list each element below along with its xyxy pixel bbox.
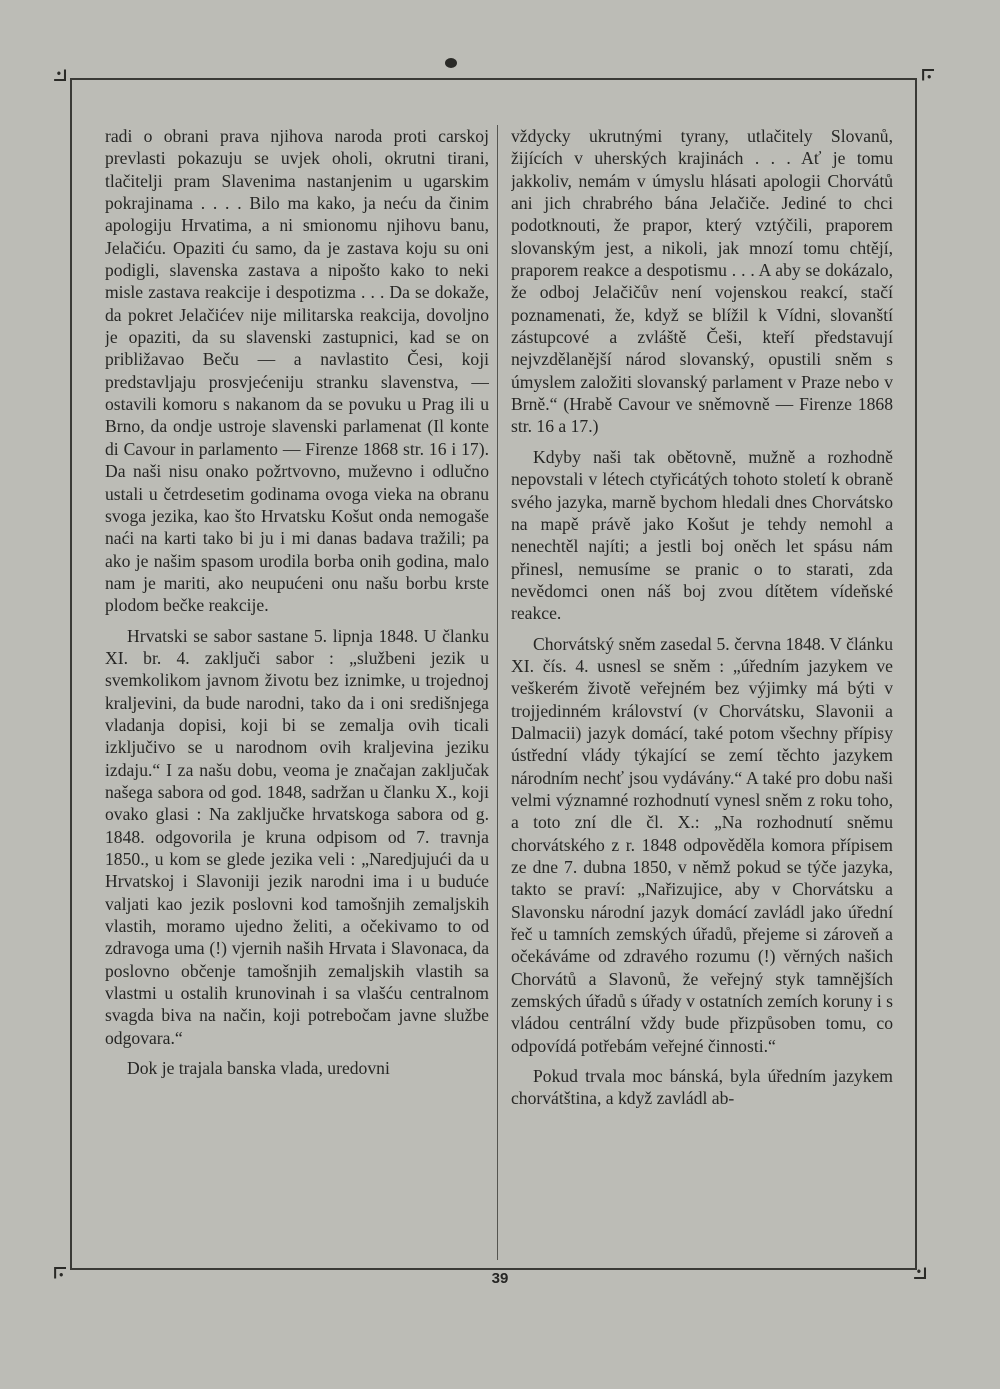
left-column-croatian <box>105 125 489 1260</box>
left-paragraph-1: radi o obrani prava njihova naroda proti carskoj prevlasti pokazuju se uvjek oholi, okrutni tirani, tlačitelji pram Slavenima nastanjenim u ugarskim pokrajinama . . . . Bilo ma kako, ja neću da činim apologiju Hrvatima, a ni smionomu njihovu banu, Jelačiću. Opaziti ću samo, da je zastava koju su oni podigli, slavenska zastava a nipošto kako to neki misle zastava reakcije i despotizma . . . Da se dokaže, da pokret Jelačićev nije militarska reakcija, dovoljno je opaziti, da su slavenski zastupnici, kad se on približavao Beču — a navlastito Česi, koji predstavljaju prosvjećeniju stranku slavenstva, — ostavili komoru s nakanom da se povuku u Prag ili u Brno, da ondje ustroje slavenski parlamenat (Il konte di Cavour in parlamento — Firenze 1868 str. 16 i 17). Da naši nisu onako požrtvovno, muževno i odlučno ustali u četrdesetim godinama ovoga vieka na obranu svoga jezika, kao što Hrvatsku Košut onda nemogaše naći na karti tako bi ju i mi danas badava tražili; pa ako je našim spasom urodila borba onih godina, malo nam je mariti, ako neupućeni onu našu borbu krste plodom bečke reakcije. <box>105 126 489 616</box>
right-paragraph-3: Chorvátský sněm zasedal 5. června 1848. V článku XI. čís. 4. usnesl se sněm : „úředním jazykem ve veškerém životě veřejném bez výjimky má býti v trojjedinném království (v Chorvátsku, Slavonii a Dalmacii) jazyk domácí, také potom všechny přípisy ústřední vlády týkající se zemí těchto jazykem národním nechť jsou vydávány.“ A také pro dobu naši velmi významné rozhodnutí vynesl sněm z roku toho, a toto zní dle čl. X.: „Na rozhodnutí sněmu chorvátského z r. 1848 odpověděla komora přípisem ze dne 7. dubna 1850, v němž pokud se týče jazyka, takto se praví: „Nařizujice, aby v Chorvátsku a Slavonsku národní jazyk domácí zavládl jako úřední řeč u tamních zemských úřadů, přejeme si zároveň a očekáváme od zdravého rozumu (!) věrných našich Chorvátů a Slavonů, že veřejný styk tamnějších zemských úřadů s úřady v ostatních zemích koruny i s vládou centrální vždy bude přizpůsoben tomu, co odpovídá potřebám veřejné činnosti.“ <box>511 633 893 1056</box>
corner-ornament-bottom-left: ⟔ <box>52 1250 69 1287</box>
page-number: 39 <box>491 1270 509 1287</box>
corner-ornament-top-left: ⟓ <box>52 52 69 89</box>
column-divider <box>497 125 498 1260</box>
right-column-czech <box>511 125 893 1260</box>
left-paragraph-3: Dok je trajala banska vlada, uredovni <box>127 1058 390 1079</box>
top-ornament-dot <box>445 58 457 68</box>
left-paragraph-2: Hrvatski se sabor sastane 5. lipnja 1848. U članku XI. br. 4. zaključi sabor : „službeni jezik u svemkolikom javnom životu bez iznimke, u trojednoj kraljevini, da bude narodni, tako da i oni središnjega vladanja dopisi, koji bi se zemalja ovih ticali izključivo se u narodnom ovih kraljevina jeziku izdaju.“ I za našu dobu, veoma je značajan zaključak našega sabora od god. 1848, sadržan u članku X., koji ovako glasi : Na zaključke hrvatskoga sabora od g. 1848. odgovorila je kruna odpisom od 7. travnja 1850., u kom se glede jezika veli : „Naredjujući da u Hrvatskoj i Slavoniji jezik narodni ima i u buduće valjati kao jezik poslovni kod tamošnjih zemaljskih vlastih, moramo ujedno želiti, a očekivamo to od zdravoga uma (!) vjernih naših Hrvata i Slavonaca, da poslovno občenje tamošnjih zemaljskih vlastih sa vlastmi u ostalih krunovinah i sa vlašću centralnom svagda biva na način, koji potrebočam javne službe odgovara.“ <box>105 625 489 1048</box>
corner-ornament-bottom-right: ⟓ <box>912 1250 929 1287</box>
right-paragraph-1: vždycky ukrutnými tyrany, utlačitely Slovanů, žijících v uherských krajinách . . . Ať je tomu jakkoliv, nemám v úmyslu hlásati apologii Chorvátů ani jich chrabrého bána Jelačiče. Jediné to chci podotknouti, že prapor, který vztýčili, praporem slovanským jest, a nikoli, jak mnozí tomu chtějí, praporem reakce a despotismu . . . A aby se dokázalo, že odboj Jelačičův není vojenskou reakcí, stačí poznamenati, že, když se blížil k Vídni, slovanští zástupcové a zvláště Češi, kteří představují nejvzdělanější národ slovanský, opustili sněm s úmyslem založiti slovanský parlament v Praze nebo v Brně.“ (Hrabě Cavour ve sněmovně — Firenze 1868 str. 16 a 17.) <box>511 126 893 437</box>
corner-ornament-top-right: ⟔ <box>920 52 937 89</box>
right-paragraph-4: Pokud trvala moc bánská, byla úředním jazykem chorvátština, a když zavládl ab- <box>511 1066 893 1109</box>
right-paragraph-2: Kdyby naši tak obětovně, mužně a rozhodně nepovstali v létech ctyřicátých tohoto století k obraně svého jazyka, marně bychom hledali dnes Chorvátsko na mapě právě jako Košut je tehdy nemohl a nenechtěl najíti; a jestli boj oněch let spásu nám přinesl, nemusíme se pranic o to starati, zda nevědomci onen náš boj zvou dítětem vídeňské reakce. <box>511 446 893 624</box>
